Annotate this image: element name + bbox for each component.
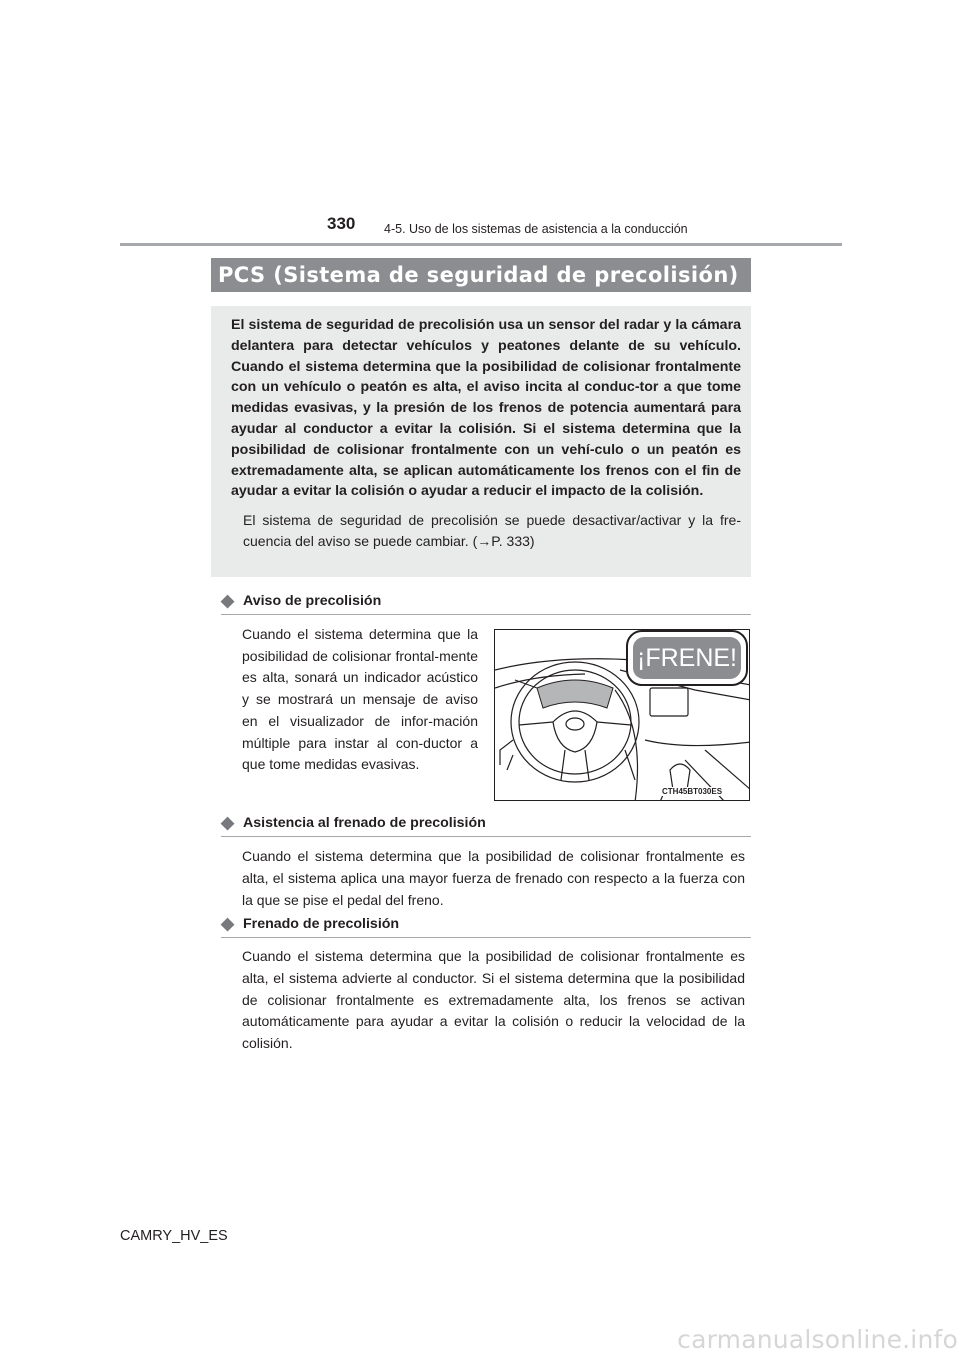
section-text-frenado: Cuando el sistema determina que la posibilidad de colisionar frontalmente es alta, el sistema advierte al conductor. Si el sistema determina que la posibilidad de colisionar frontalmente es extremadamente alta, los frenos se activan automáticamente para ayudar a evitar la colisión o reducir la velocidad de la colisión. — [242, 948, 745, 1052]
illustration-code: CTH45BT030ES — [662, 787, 723, 796]
frene-callout — [626, 630, 748, 686]
header-divider — [120, 243, 842, 246]
diamond-bullet-icon: ◆ — [221, 591, 235, 610]
footer-model-code: CAMRY_HV_ES — [120, 1228, 228, 1244]
section-heading-aviso — [221, 592, 751, 615]
section-heading-label: Aviso de precolisión — [243, 593, 382, 609]
page-title: PCS (Sistema de seguridad de precolisión) — [211, 258, 751, 292]
intro-text: El sistema de seguridad de precolisión usa un sensor del radar y la cámara delantera para detectar vehículos y peatones delante de su vehículo. Cuando el sistema determina que la posibilidad de colisionar frontalmente con un vehículo o peatón es alta, el aviso incita al conduc-tor a que tome medidas evasivas, y la presión de los frenos de potencia aumentará para ayudar al conductor a evitar la colisión. Si el sistema determina que la posibilidad de colisionar frontalmente con un vehí-culo o un peatón es extremadamente alta, se aplican automáticamente los frenos con el fin de ayudar a evitar la colisión o ayudar a reducir el impacto de la colisión. — [231, 317, 741, 500]
frene-warning-text: ¡FRENE! — [633, 637, 741, 679]
watermark: carmanualsonline.info — [677, 1325, 958, 1354]
section-heading-asistencia — [221, 814, 751, 837]
intro-note: El sistema de seguridad de precolisión se puede desactivar/activar y la fre-cuencia del aviso se puede cambiar. (→P. 333) — [243, 512, 741, 550]
page-number: 330 — [327, 214, 356, 233]
section-heading-frenado — [221, 915, 751, 938]
section-text-aviso: Cuando el sistema determina que la posibilidad de colisionar frontal-mente es alta, sonará un indicador acústico y se mostrará un mensaje de aviso en el visualizador de infor-mación múltiple para instar al con-ductor a que tome medidas evasivas. — [242, 626, 478, 773]
intro-box — [211, 306, 751, 577]
diamond-bullet-icon: ◆ — [221, 914, 235, 933]
section-text-asistencia: Cuando el sistema determina que la posibilidad de colisionar frontalmente es alta, el sistema aplica una mayor fuerza de frenado con respecto a la fuerza con la que se pise el pedal del freno. — [242, 848, 745, 908]
section-header: 4-5. Uso de los sistemas de asistencia a la conducción — [384, 222, 688, 236]
diamond-bullet-icon: ◆ — [221, 813, 235, 832]
section-heading-label: Asistencia al frenado de precolisión — [243, 815, 486, 831]
section-heading-label: Frenado de precolisión — [243, 916, 400, 932]
